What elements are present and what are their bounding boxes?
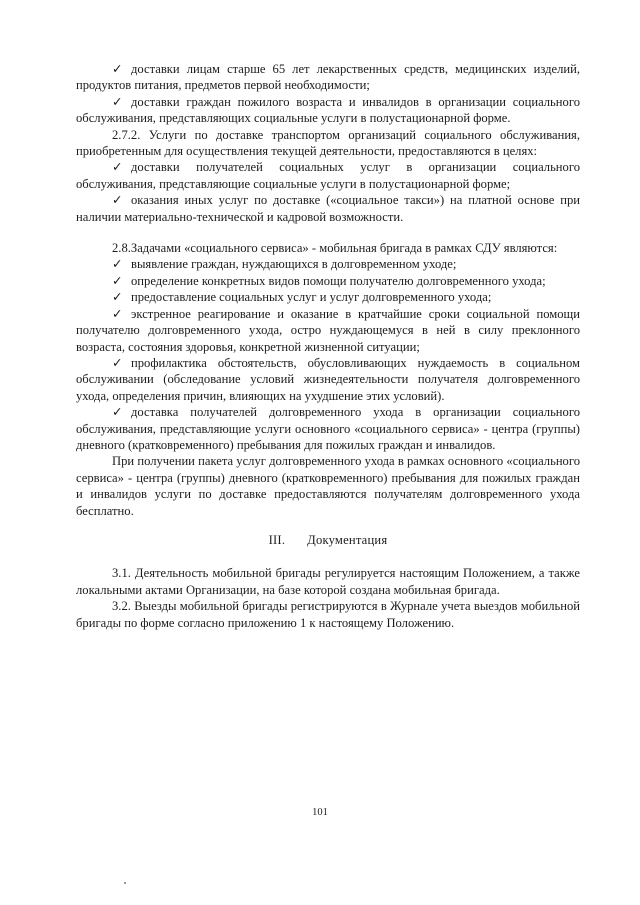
section-heading <box>76 532 580 548</box>
list-item-text: оказания иных услуг по доставке («социальное такси») на платной основе при наличии материально-технической и кадровой возможности. <box>76 193 580 224</box>
document-page <box>76 61 580 631</box>
list-item-text: доставки лицам старше 65 лет лекарственных средств, медицинских изделий, продуктов питания, предметов первой необходимости; <box>76 62 580 93</box>
section-number: III. <box>268 532 286 547</box>
list-item-delivery-elderly-goods <box>76 61 580 94</box>
paragraph-3-1: 3.1. Деятельность мобильной бригады регулируется настоящим Положением, а также локальными актами Организации, на базе которой создана мобильная бригада. <box>76 566 580 597</box>
checkmark-icon: ✓ <box>112 94 123 109</box>
section-title: Документация <box>307 532 388 547</box>
list-item-delivery-day-center <box>76 404 580 453</box>
list-item-text: доставки получателей социальных услуг в организации социального обслуживания, представляющие социальные услуги в полустационарной форме; <box>76 160 580 191</box>
checkmark-icon: ✓ <box>112 405 123 420</box>
page-number: 101 <box>312 807 328 818</box>
list-item-text: определение конкретных видов помощи получателю долговременного ухода; <box>131 273 546 288</box>
list-item-defining-help <box>76 273 580 289</box>
checkmark-icon: ✓ <box>112 306 123 321</box>
checkmark-icon: ✓ <box>112 273 123 288</box>
list-item-text: выявление граждан, нуждающихся в долговременном уходе; <box>131 257 457 272</box>
list-item-prevention <box>76 355 580 404</box>
list-item-text: доставки граждан пожилого возраста и инвалидов в организации социального обслуживания, представляющих социальные услуги в полустационарной форме. <box>76 94 580 126</box>
checkmark-icon: ✓ <box>112 355 123 370</box>
checkmark-icon: ✓ <box>112 193 123 208</box>
list-item-delivery-to-organizations <box>76 94 580 127</box>
checkmark-icon: ✓ <box>112 62 123 76</box>
paragraph-2-8: 2.8.Задачами «социального сервиса» - мобильная бригада в рамках СДУ являются: <box>112 241 558 256</box>
list-item-text: профилактика обстоятельств, обусловливающих нуждаемость в социальном обслуживании (обследование условий жизнедеятельности получателя долговременного ухода, определения причин, влияющих на ухудшение этих условий). <box>76 355 580 403</box>
list-item-text: доставка получателей долговременного ухода в организации социального обслуживания, представляющие услуги основного «социального сервиса» - центра (группы) дневного (кратковременного) пребывания для пожилых граждан и инвалидов. <box>76 405 580 452</box>
checkmark-icon: ✓ <box>112 257 123 272</box>
checkmark-icon: ✓ <box>112 290 123 305</box>
list-item-identification <box>76 256 580 272</box>
paragraph-free-delivery: При получении пакета услуг долговременного ухода в рамках основного «социального сервиса» - центра (группы) дневного (кратковременного) пребывания для пожилых граждан и инвалидов услуги по доставке предоставляются получателям долговременного ухода бесплатно. <box>76 454 580 518</box>
list-item-text: экстренное реагирование и оказание в кратчайшие сроки социальной помощи получателю долговременного ухода, остро нуждающемуся в ней в силу преклонного возраста, состояния здоровья, конкретной жизненной ситуации; <box>76 306 580 354</box>
list-item-delivery-recipients <box>76 159 580 192</box>
list-item-social-taxi <box>76 192 580 225</box>
list-item-emergency-response <box>76 306 580 355</box>
list-item-providing-services <box>76 289 580 305</box>
checkmark-icon: ✓ <box>112 160 123 175</box>
scan-speck <box>124 882 126 884</box>
list-item-text: предоставление социальных услуг и услуг долговременного ухода; <box>131 290 492 305</box>
paragraph-2-7-2: 2.7.2. Услуги по доставке транспортом организаций социального обслуживания, приобретенным для осуществления текущей деятельности, предоставляются в целях: <box>76 127 580 159</box>
paragraph-3-2: 3.2. Выезды мобильной бригады регистрируются в Журнале учета выездов мобильной бригады по форме согласно приложению 1 к настоящему Положению. <box>76 599 580 630</box>
